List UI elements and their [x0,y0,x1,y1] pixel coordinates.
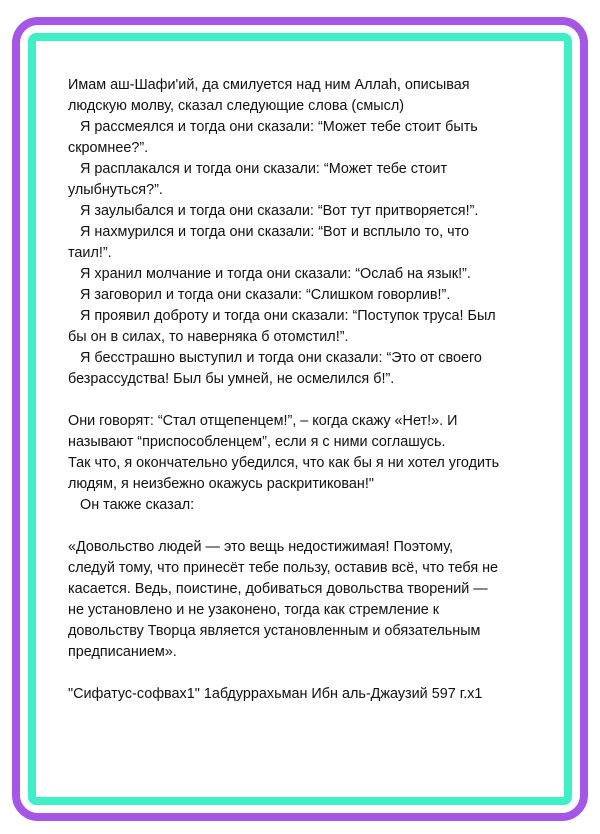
text-line: Я заговорил и тогда они сказали: “Слишком говорлив!”. [80,287,451,303]
paragraph-gap [68,390,552,411]
text-line: называют “приспособленцем”, если я с ними соглашусь. [68,434,446,450]
inner-green-frame [28,33,572,805]
outer-purple-frame [12,17,588,821]
text-line: Я заулыбался и тогда они сказали: “Вот тут притворяется!”. [80,203,479,219]
text-line: предписанием». [68,644,177,660]
text-line: Имам аш-Шафи'ий, да смилуется над ним Аллаh, описывая [68,77,470,93]
text-line: бы он в силах, то наверняка б отомстил!”. [68,329,349,345]
text-line: Я расплакался и тогда они сказали: “Может тебе стоит [80,161,448,177]
text-line: скромнее?”. [68,140,149,156]
text-line: таил!”. [68,245,112,261]
text-line: Я нахмурился и тогда они сказали: “Вот и всплыло то, что [80,224,470,240]
text-line: безрассудства! Был бы умней, не осмелился б!”. [68,371,395,387]
paragraph-gap [68,663,552,684]
text-line: касается. Ведь, поистине, добиваться довольства творений — [68,581,488,597]
text-line: "Сифатус-софвах1" 1абдуррахьман Ибн аль-Джаузий 597 г.х1 [68,686,483,702]
text-line: Он также сказал: [80,497,195,513]
text-line: Я бесстрашно выступил и тогда они сказали: “Это от своего [80,350,482,366]
text-line: Я хранил молчание и тогда они сказали: “Ослаб на язык!”. [80,266,471,282]
text-line: «Довольство людей — это вещь недостижимая! Поэтому, [68,539,454,555]
text-line: Так что, я окончательно убедился, что как бы я ни хотел угодить [68,455,500,471]
text-line: Они говорят: “Стал отщепенцем!”, – когда скажу «Нет!». И [68,413,458,429]
quote-text-block [68,75,552,705]
text-line: людям, я неизбежно окажусь раскритикован!" [68,476,374,492]
text-line: Я рассмеялся и тогда они сказали: “Может тебе стоит быть [80,119,478,135]
text-line: следуй тому, что принесёт тебе пользу, оставив всё, что тебя не [68,560,499,576]
text-line: не установлено и не узаконено, тогда как стремление к [68,602,440,618]
text-line: людскую молву, сказал следующие слова (смысл) [68,98,405,114]
text-line: довольству Творца является установленным и обязательным [68,623,481,639]
text-line: Я проявил доброту и тогда они сказали: “Поступок труса! Был [80,308,496,324]
paragraph-gap [68,516,552,537]
text-line: улыбнуться?”. [68,182,163,198]
